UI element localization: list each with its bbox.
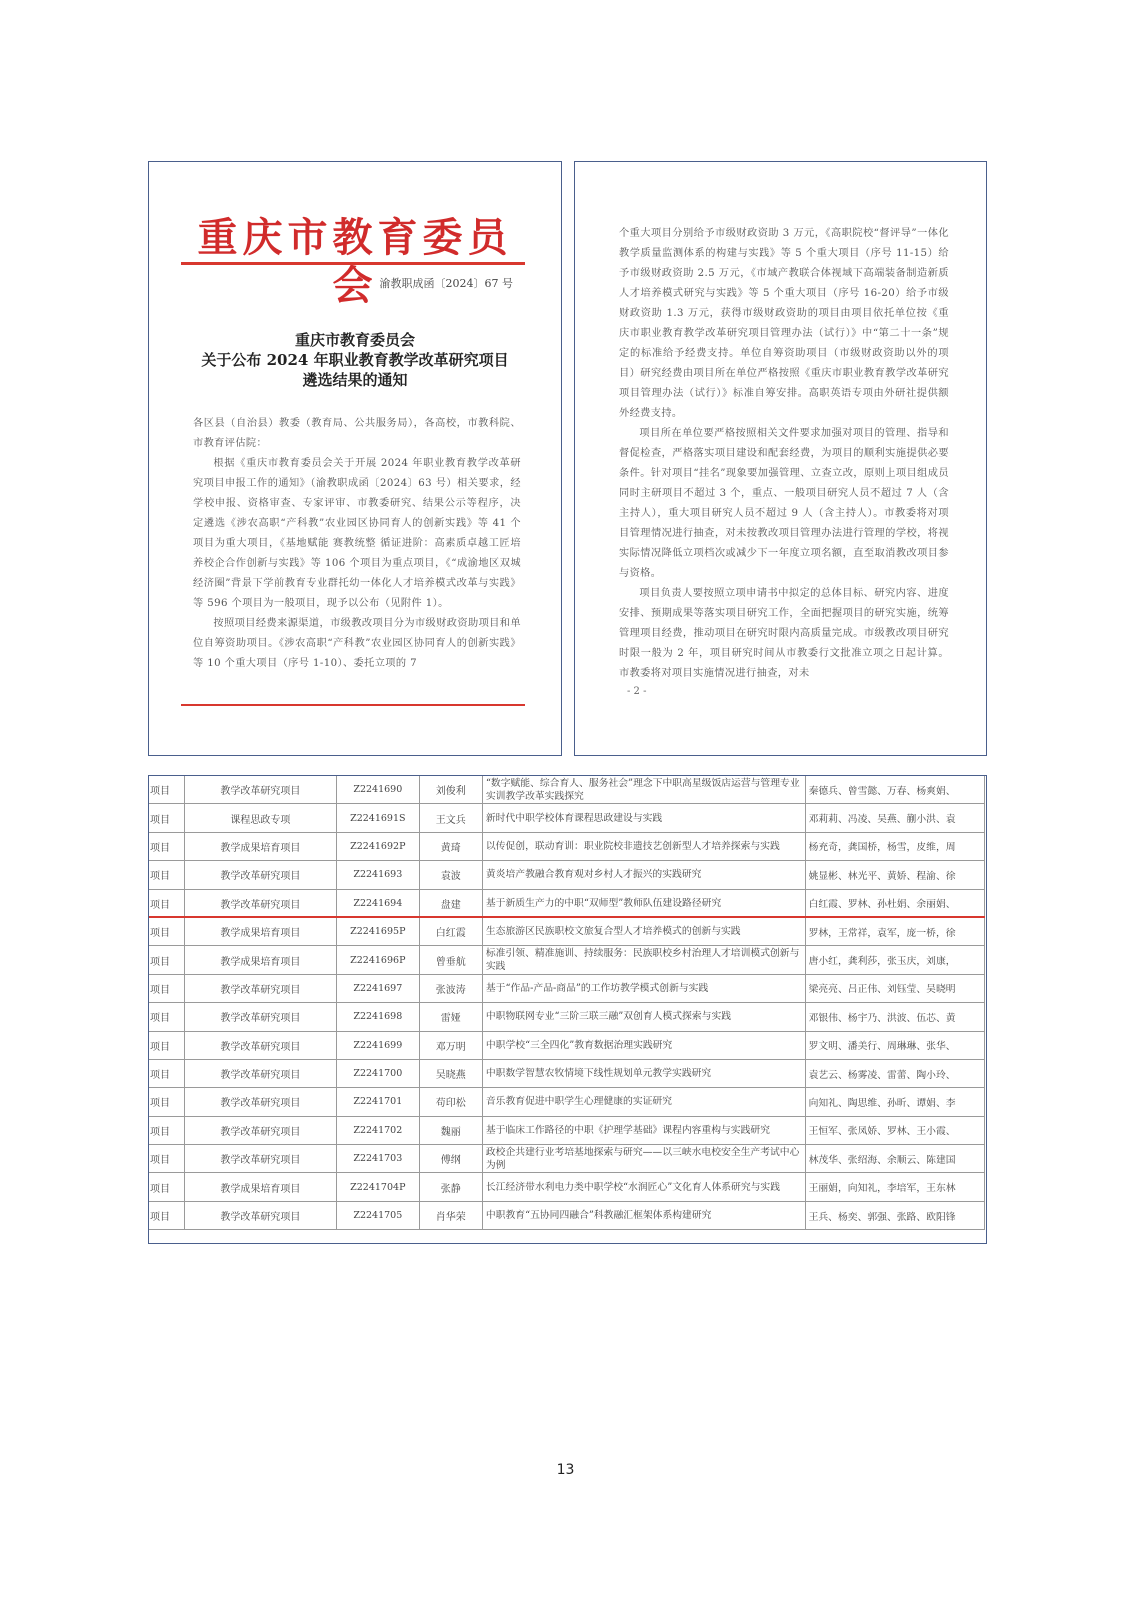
leader-cell: 盘建 bbox=[419, 889, 482, 917]
level-cell: 项目 bbox=[149, 1145, 185, 1173]
title-cell: 政校企共建行业考培基地探索与研究——以三峡水电校安全生产考试中心为例 bbox=[482, 1145, 805, 1173]
paragraph: 个重大项目分别给予市级财政资助 3 万元，《高职院校“督评导”一体化教学质量监测体系的构建与实践》等 5 个重大项目（序号 11-15）给予市级财政资助 2.5 万元，《市域产教联合体视域下高端装备制造新质人才培养模式研究与实践》等 5 个重大项目（序号 16-20）给予市级财政资助 1.3 万元，获得市级财政资助的项目由项目依托单位按《重庆市职业教育教学改革研究项目管理办法（试行）》中“第二十一条”规定的标准给予经费支持。单位自筹资助项目（市级财政资助以外的项目）研究经费由项目所在单位严格按照《重庆市职业教育教学改革研究项目管理办法（试行）》标准自筹安排。高职英语专项由外研社提供额外经费支持。 bbox=[619, 228, 949, 419]
level-cell: 项目 bbox=[149, 946, 185, 974]
level-cell: 项目 bbox=[149, 1003, 185, 1031]
leader-cell: 张静 bbox=[419, 1173, 482, 1201]
type-cell: 教学改革研究项目 bbox=[184, 1201, 336, 1229]
level-cell: 项目 bbox=[149, 1116, 185, 1144]
project-table bbox=[148, 775, 985, 1230]
type-cell: 教学改革研究项目 bbox=[184, 1059, 336, 1087]
table-row bbox=[149, 832, 985, 860]
notice-title bbox=[179, 330, 531, 390]
members-cell: 林茂华、张绍海、余顺云、陈建国 bbox=[805, 1145, 984, 1173]
table-row bbox=[149, 861, 985, 889]
type-cell: 课程思政专项 bbox=[184, 804, 336, 832]
title-cell: 中职教育“五协同四融合”科教融汇框架体系构建研究 bbox=[482, 1201, 805, 1229]
title-cell: 音乐教育促进中职学生心理健康的实证研究 bbox=[482, 1088, 805, 1116]
title-cell: 中职学校“三全四化”教育数据治理实践研究 bbox=[482, 1031, 805, 1059]
level-cell: 项目 bbox=[149, 861, 185, 889]
type-cell: 教学改革研究项目 bbox=[184, 1116, 336, 1144]
type-cell: 教学改革研究项目 bbox=[184, 1088, 336, 1116]
code-cell: Z2241694 bbox=[337, 889, 419, 917]
type-cell: 教学成果培育项目 bbox=[184, 946, 336, 974]
table-row bbox=[149, 776, 985, 804]
leader-cell: 张波涛 bbox=[419, 974, 482, 1002]
title-cell: 中职数学智慧农牧情境下线性规划单元教学实践研究 bbox=[482, 1059, 805, 1087]
table-row bbox=[149, 1059, 985, 1087]
members-cell: 邓莉莉、冯凌、吴燕、蒯小洪、袁 bbox=[805, 804, 984, 832]
leader-cell: 王文兵 bbox=[419, 804, 482, 832]
leader-cell: 吴晓燕 bbox=[419, 1059, 482, 1087]
code-cell: Z2241691S bbox=[337, 804, 419, 832]
notice-body-continued bbox=[619, 224, 949, 684]
members-cell: 王恒军、张凤娇、罗林、王小霞、 bbox=[805, 1116, 984, 1144]
level-cell: 项目 bbox=[149, 917, 185, 945]
type-cell: 教学改革研究项目 bbox=[184, 1003, 336, 1031]
table-row bbox=[149, 804, 985, 832]
leader-cell: 黄琦 bbox=[419, 832, 482, 860]
inner-page-number: - 2 - bbox=[627, 686, 647, 697]
code-cell: Z2241698 bbox=[337, 1003, 419, 1031]
code-cell: Z2241704P bbox=[337, 1173, 419, 1201]
title-line: 遴选结果的通知 bbox=[302, 371, 408, 389]
leader-cell: 肖华荣 bbox=[419, 1201, 482, 1229]
level-cell: 项目 bbox=[149, 1088, 185, 1116]
code-cell: Z2241693 bbox=[337, 861, 419, 889]
level-cell: 项目 bbox=[149, 1031, 185, 1059]
level-cell: 项目 bbox=[149, 776, 185, 804]
leader-cell: 邓万明 bbox=[419, 1031, 482, 1059]
members-cell: 王丽娟，向知礼，李培军，王东林 bbox=[805, 1173, 984, 1201]
members-cell: 梁亮亮、吕正伟、刘钰莹、吴晓明 bbox=[805, 974, 984, 1002]
code-cell: Z2241696P bbox=[337, 946, 419, 974]
level-cell: 项目 bbox=[149, 1173, 185, 1201]
level-cell: 项目 bbox=[149, 804, 185, 832]
table-row bbox=[149, 1116, 985, 1144]
table-row bbox=[149, 1173, 985, 1201]
code-cell: Z2241697 bbox=[337, 974, 419, 1002]
table-row bbox=[149, 1201, 985, 1229]
leader-cell: 刘俊利 bbox=[419, 776, 482, 804]
members-cell: 秦德兵、曾雪懿、万春、杨爽娟、 bbox=[805, 776, 984, 804]
code-cell: Z2241690 bbox=[337, 776, 419, 804]
leader-cell: 袁波 bbox=[419, 861, 482, 889]
table-row bbox=[149, 946, 985, 974]
table-row bbox=[149, 1031, 985, 1059]
paragraph: 各区县（自治县）教委（教育局、公共服务局），各高校，市教科院、市教育评估院： bbox=[193, 418, 521, 449]
members-cell: 袁艺云、杨雾凌、雷蕾、陶小玲、 bbox=[805, 1059, 984, 1087]
title-cell: 以传促创，联动育训：职业院校非遗技艺创新型人才培养探索与实践 bbox=[482, 832, 805, 860]
table-row bbox=[149, 1003, 985, 1031]
type-cell: 教学成果培育项目 bbox=[184, 1173, 336, 1201]
scanned-page-left bbox=[148, 161, 562, 756]
notice-body bbox=[193, 414, 521, 674]
members-cell: 唐小红，龚利莎，张玉庆，刘康， bbox=[805, 946, 984, 974]
level-cell: 项目 bbox=[149, 1059, 185, 1087]
title-cell: 基于新质生产力的中职“双师型”教师队伍建设路径研究 bbox=[482, 889, 805, 917]
type-cell: 教学改革研究项目 bbox=[184, 889, 336, 917]
title-cell: 新时代中职学校体育课程思政建设与实践 bbox=[482, 804, 805, 832]
members-cell: 杨充奇，龚国桥，杨雪，皮维，周 bbox=[805, 832, 984, 860]
paragraph: 根据《重庆市教育委员会关于开展 2024 年职业教育教学改革研究项目申报工作的通知》（渝教职成函〔2024〕63 号）相关要求，经学校申报、资格审查、专家评审、市教委研究、结果公示等程序，决定遴选《涉农高职“产科教”农业园区协同育人的创新实践》等 41 个项目为重大项目，《基地赋能 赛教统整 循证进阶：高素质卓越工匠培养校企合作创新与实践》等 106 个项目为重点项目，《“成渝地区双城经济圈”背景下学前教育专业群托幼一体化人才培养模式改革与实践》等 596 个项目为一般项目，现予以公布（见附件 1）。 bbox=[193, 458, 521, 609]
code-cell: Z2241692P bbox=[337, 832, 419, 860]
document-number: 渝教职成函〔2024〕67 号 bbox=[379, 277, 513, 290]
project-table-scan bbox=[148, 775, 987, 1244]
title-cell: 生态旅游区民族职校文旅复合型人才培养模式的创新与实践 bbox=[482, 917, 805, 945]
paragraph: 按照项目经费来源渠道，市级教改项目分为市级财政资助项目和单位自筹资助项目。《涉农高职“产科教”农业园区协同育人的创新实践》等 10 个重大项目（序号 1-10）、委托立项的 7 bbox=[193, 618, 521, 669]
level-cell: 项目 bbox=[149, 1201, 185, 1229]
members-cell: 白红霞、罗林、孙杜娟、余丽娟、 bbox=[805, 889, 984, 917]
level-cell: 项目 bbox=[149, 889, 185, 917]
title-cell: 黄炎培产教融合教育观对乡村人才振兴的实践研究 bbox=[482, 861, 805, 889]
table-row bbox=[149, 1145, 985, 1173]
level-cell: 项目 bbox=[149, 832, 185, 860]
footer-rule bbox=[181, 704, 525, 706]
type-cell: 教学改革研究项目 bbox=[184, 974, 336, 1002]
masthead: 重庆市教育委员会 bbox=[197, 214, 513, 309]
title-cell: 中职物联网专业“三阶三联三融”双创育人模式探索与实践 bbox=[482, 1003, 805, 1031]
code-cell: Z2241700 bbox=[337, 1059, 419, 1087]
leader-cell: 苟印松 bbox=[419, 1088, 482, 1116]
code-cell: Z2241702 bbox=[337, 1116, 419, 1144]
table-row bbox=[149, 974, 985, 1002]
paragraph: 项目所在单位要严格按照相关文件要求加强对项目的管理、指导和督促检查，严格落实项目建设和配套经费，为项目的顺利实施提供必要条件。针对项目“挂名”现象要加强管理、立查立改，原则上项目组成员同时主研项目不超过 3 个，重点、一般项目研究人员不超过 7 人（含主持人），重大项目研究人员不超过 9 人（含主持人）。市教委将对项目管理情况进行抽查，对未按教改项目管理办法进行管理的学校，将视实际情况降低立项档次或减少下一年度立项名额，直至取消教改项目参与资格。 bbox=[619, 428, 949, 579]
title-line: 关于公布 2024 年职业教育教学改革研究项目 bbox=[201, 351, 509, 369]
code-cell: Z2241703 bbox=[337, 1145, 419, 1173]
members-cell: 向知礼、陶思维、孙昕、谭娟、李 bbox=[805, 1088, 984, 1116]
type-cell: 教学成果培育项目 bbox=[184, 917, 336, 945]
type-cell: 教学成果培育项目 bbox=[184, 832, 336, 860]
code-cell: Z2241695P bbox=[337, 917, 419, 945]
title-cell: 长江经济带水利电力类中职学校“水润匠心”文化育人体系研究与实践 bbox=[482, 1173, 805, 1201]
title-cell: “数字赋能、综合育人、服务社会”理念下中职高星级饭店运营与管理专业实训教学改革实践探究 bbox=[482, 776, 805, 804]
leader-cell: 魏丽 bbox=[419, 1116, 482, 1144]
members-cell: 姚显彬、林光平、黄娇、程渝、徐 bbox=[805, 861, 984, 889]
members-cell: 邓银伟、杨宇乃、洪波、伍芯、黄 bbox=[805, 1003, 984, 1031]
members-cell: 罗林，王常祥，袁军，庞一桥，徐 bbox=[805, 917, 984, 945]
members-cell: 王兵、杨奕、郭强、张路、欧阳锋 bbox=[805, 1201, 984, 1229]
leader-cell: 傅纲 bbox=[419, 1145, 482, 1173]
code-cell: Z2241701 bbox=[337, 1088, 419, 1116]
type-cell: 教学改革研究项目 bbox=[184, 776, 336, 804]
type-cell: 教学改革研究项目 bbox=[184, 1145, 336, 1173]
type-cell: 教学改革研究项目 bbox=[184, 1031, 336, 1059]
page-number: 13 bbox=[556, 1462, 575, 1478]
table-row bbox=[149, 917, 985, 945]
masthead-rule bbox=[181, 262, 525, 265]
title-cell: 标准引领、精准施训、持续服务：民族职校乡村治理人才培训模式创新与实践 bbox=[482, 946, 805, 974]
leader-cell: 曾垂航 bbox=[419, 946, 482, 974]
title-cell: 基于临床工作路径的中职《护理学基础》课程内容重构与实践研究 bbox=[482, 1116, 805, 1144]
code-cell: Z2241699 bbox=[337, 1031, 419, 1059]
code-cell: Z2241705 bbox=[337, 1201, 419, 1229]
level-cell: 项目 bbox=[149, 974, 185, 1002]
table-row bbox=[149, 1088, 985, 1116]
paragraph: 项目负责人要按照立项申请书中拟定的总体目标、研究内容、进度安排、预期成果等落实项目研究工作，全面把握项目的研究实施，统筹管理项目经费，推动项目在研究时限内高质量完成。市级教改项目研究时限一般为 2 年，项目研究时间从市教委行文批准立项之日起计算。市教委将对项目实施情况进行抽查，对未 bbox=[619, 588, 949, 679]
title-cell: 基于“作品-产品-商品”的工作坊教学模式创新与实践 bbox=[482, 974, 805, 1002]
table-row bbox=[149, 889, 985, 917]
members-cell: 罗文明、潘美行、周琳琳、张华、 bbox=[805, 1031, 984, 1059]
title-line: 重庆市教育委员会 bbox=[294, 331, 415, 349]
type-cell: 教学改革研究项目 bbox=[184, 861, 336, 889]
scanned-page-right bbox=[574, 161, 987, 756]
leader-cell: 雷娅 bbox=[419, 1003, 482, 1031]
leader-cell: 白红霞 bbox=[419, 917, 482, 945]
